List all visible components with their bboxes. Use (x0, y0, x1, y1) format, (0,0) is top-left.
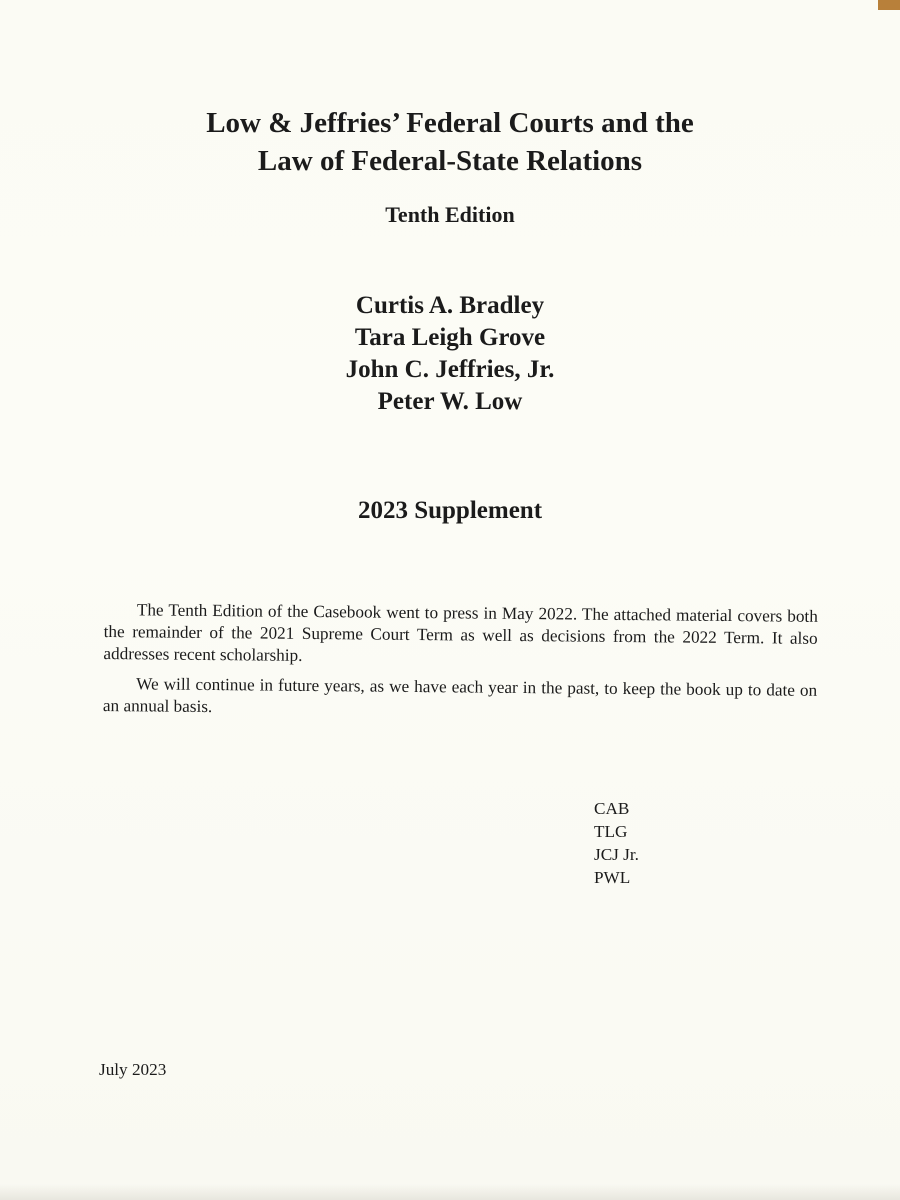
initials-item: PWL (594, 868, 631, 887)
author-list (0, 290, 900, 418)
author-name: Peter W. Low (377, 388, 523, 415)
supplement-heading: 2023 Supplement (357, 497, 543, 524)
preface-paragraph: The Tenth Edition of the Casebook went to press in May 2022. The attached material covers both the remainder of the 2021 Supreme Court Term as well as decisions from the 2022 Term. It also addresses recent scholarship. (103, 600, 818, 665)
page-corner-edge (878, 0, 900, 10)
title-line-2: Law of Federal-State Relations (257, 145, 643, 177)
preface-paragraph: We will continue in future years, as we have each year in the past, to keep the book up to date on an annual basis. (102, 674, 818, 717)
author-initials (594, 797, 639, 889)
initials-item: TLG (594, 822, 628, 841)
publication-date: July 2023 (99, 1060, 167, 1079)
initials-item: CAB (594, 799, 630, 818)
initials-item: JCJ Jr. (594, 845, 639, 864)
page-bottom-shadow (0, 1184, 900, 1200)
author-name: Curtis A. Bradley (355, 292, 545, 319)
author-name: John C. Jeffries, Jr. (345, 356, 555, 383)
author-name: Tara Leigh Grove (354, 324, 546, 351)
preface-text (103, 599, 818, 732)
edition-label: Tenth Edition (385, 202, 515, 227)
title-line-1: Low & Jeffries’ Federal Courts and the (206, 107, 694, 139)
book-title (0, 104, 900, 180)
